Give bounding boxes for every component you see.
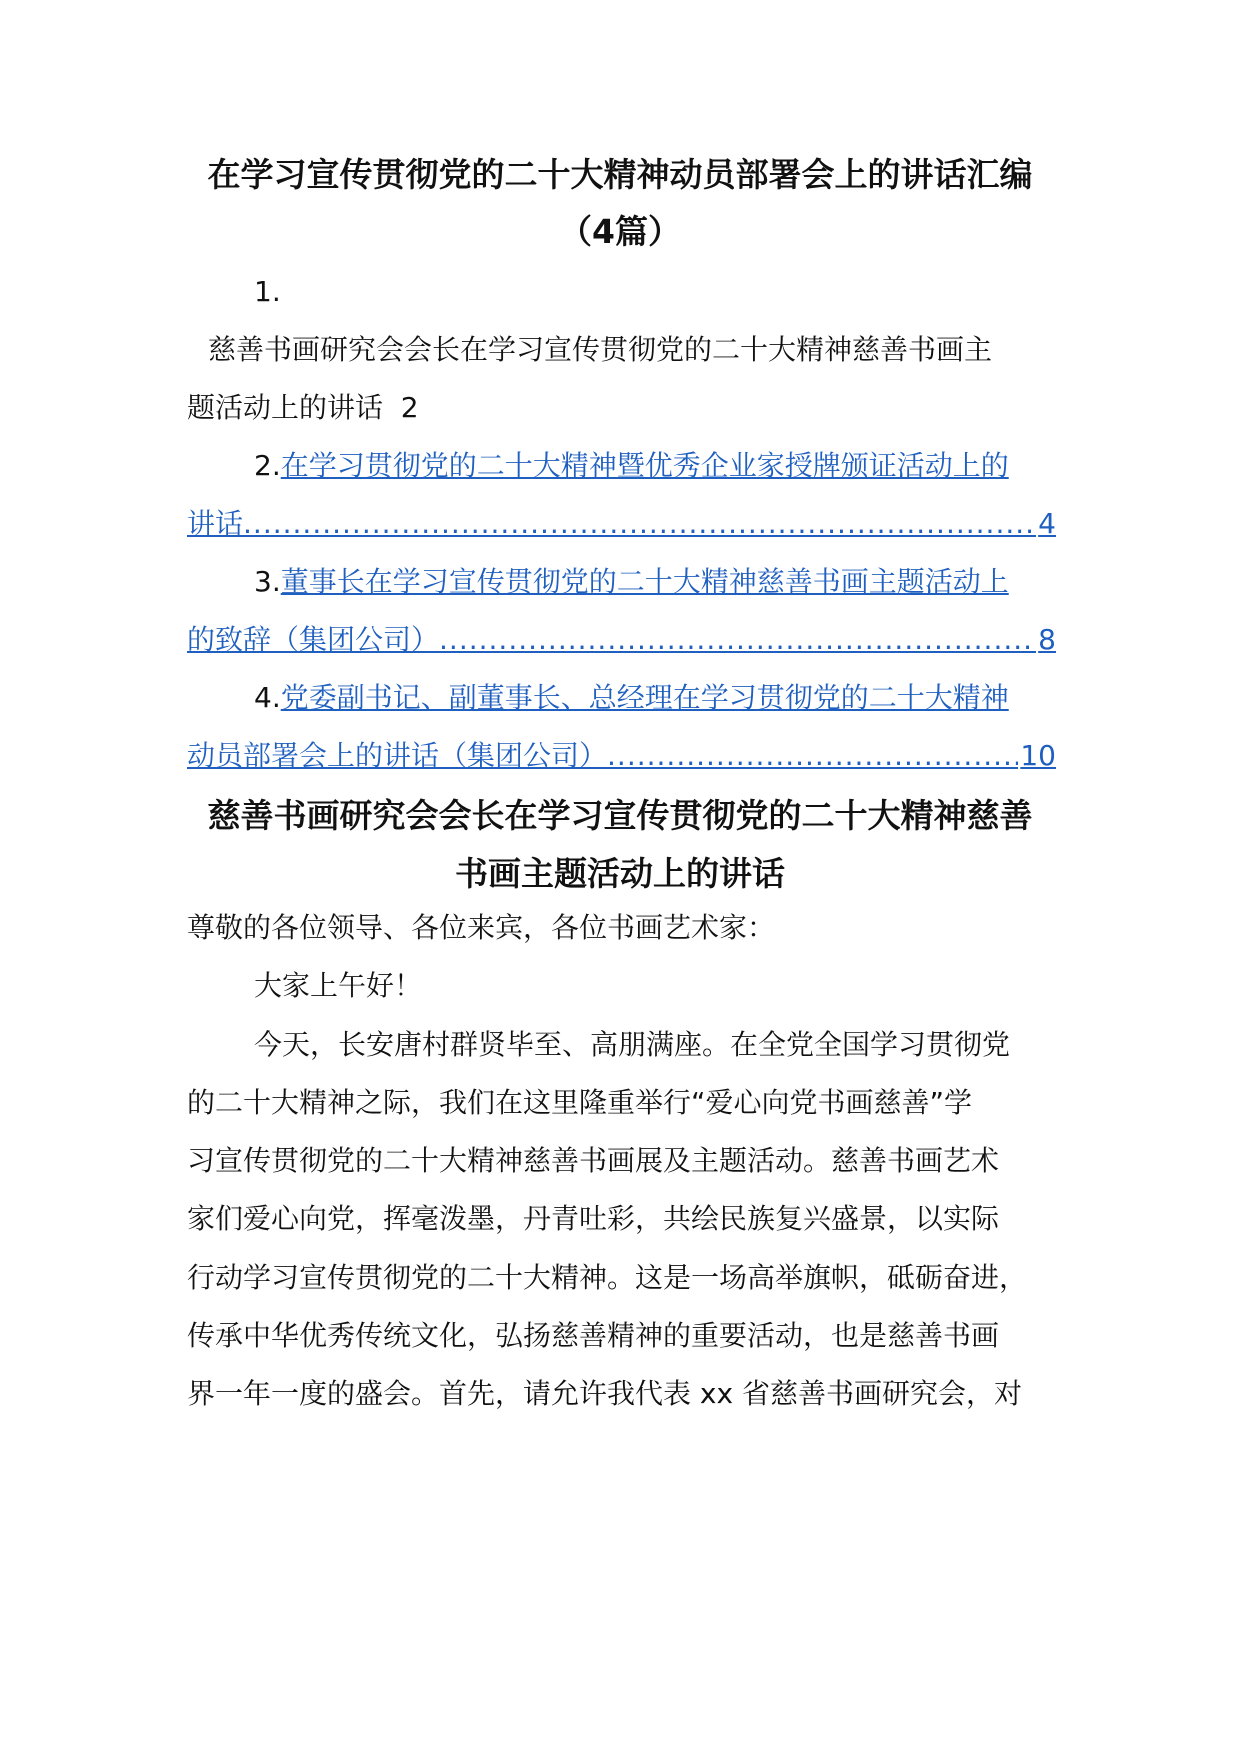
toc-item-2-link[interactable]: 在学习贯彻党的二十大精神暨优秀企业家授牌颁证活动上的	[280, 449, 1009, 482]
toc-item-3-dot-leader	[439, 620, 1036, 660]
speech-body-line: 习宣传贯彻党的二十大精神慈善书画展及主题活动。慈善书画艺术	[187, 1144, 1000, 1177]
toc-item-4-number: 4.	[254, 681, 281, 714]
toc-item-4-page-number: 10	[1020, 739, 1056, 772]
toc-item-4-dot-leader	[607, 736, 1018, 776]
document-title-line-2: （4篇）	[559, 212, 681, 251]
toc-item-3-link[interactable]: 董事长在学习宣传贯彻党的二十大精神慈善书画主题活动上	[280, 565, 1009, 598]
toc-item-4	[254, 678, 1009, 718]
speech-greeting: 大家上午好！	[254, 969, 423, 1002]
toc-item-3-number: 3.	[254, 565, 281, 598]
speech-title-line-2: 书画主题活动上的讲话	[455, 854, 785, 893]
toc-item-2-leader-line[interactable]	[187, 504, 1056, 544]
speech-body-line: 今天，长安唐村群贤毕至、高朋满座。在全党全国学习贯彻党	[254, 1028, 1011, 1061]
toc-item-4-leader-line[interactable]	[187, 736, 1056, 776]
speech-title-line-1: 慈善书画研究会会长在学习宣传贯彻党的二十大精神慈善	[207, 796, 1033, 835]
toc-item-1-number: 1.	[254, 275, 281, 308]
speech-body-line: 界一年一度的盛会。首先，请允许我代表 xx 省慈善书画研究会，对	[187, 1377, 1022, 1410]
toc-item-1-line-1: 慈善书画研究会会长在学习宣传贯彻党的二十大精神慈善书画主	[208, 333, 993, 366]
toc-item-2-page-number: 4	[1038, 507, 1056, 540]
toc-item-2-number: 2.	[254, 449, 281, 482]
document-title-line-1: 在学习宣传贯彻党的二十大精神动员部署会上的讲话汇编	[207, 155, 1033, 194]
speech-salutation: 尊敬的各位领导、各位来宾，各位书画艺术家：	[187, 911, 776, 944]
toc-item-3-line-2: 的致辞（集团公司）	[187, 623, 440, 656]
toc-item-2-dot-leader	[243, 504, 1036, 544]
speech-body-line: 家们爱心向党，挥毫泼墨，丹青吐彩，共绘民族复兴盛景，以实际	[187, 1202, 1000, 1235]
toc-item-1-line-2: 题活动上的讲话 2	[187, 391, 419, 424]
toc-item-4-link[interactable]: 党委副书记、副董事长、总经理在学习贯彻党的二十大精神	[280, 681, 1009, 714]
toc-item-3-page-number: 8	[1038, 623, 1056, 656]
speech-body-line: 行动学习宣传贯彻党的二十大精神。这是一场高举旗帜，砥砺奋进，	[187, 1261, 1028, 1294]
toc-item-4-line-2: 动员部署会上的讲话（集团公司）	[187, 739, 608, 772]
speech-body-line: 传承中华优秀传统文化，弘扬慈善精神的重要活动，也是慈善书画	[187, 1319, 1000, 1352]
toc-item-3-leader-line[interactable]	[187, 620, 1056, 660]
toc-item-2-line-2: 讲话	[187, 507, 244, 540]
speech-body-line: 的二十大精神之际，我们在这里隆重举行“爱心向党书画慈善”学	[187, 1086, 973, 1119]
toc-item-2	[254, 446, 1009, 486]
toc-item-3	[254, 562, 1009, 602]
